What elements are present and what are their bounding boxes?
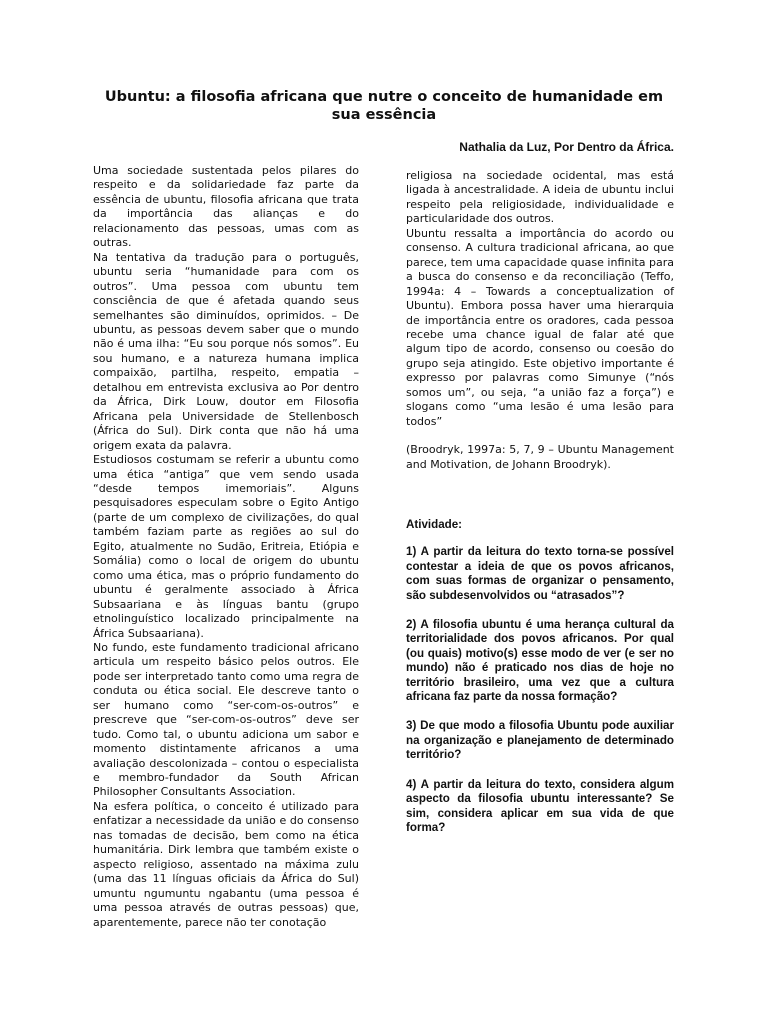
author-line: Nathalia da Luz, Por Dentro da África.: [459, 140, 674, 154]
left-column: [93, 164, 359, 930]
activity-question: 2) A filosofia ubuntu é uma herança cultural da territorialidade dos povos africanos. Por qual (ou quais) motivo(s) esse modo de ver (e ser no mundo) não é praticado nos dias de hoje no território brasileiro, uma vez que a cultura africana faz parte da nossa formação?: [406, 618, 674, 704]
citation: (Broodryk, 1997a: 5, 7, 9 – Ubuntu Management and Motivation, de Johann Broodryk).: [406, 443, 674, 471]
activity-section: [406, 518, 674, 850]
activity-question: 4) A partir da leitura do texto, considera algum aspecto da filosofia ubuntu interessante? Se sim, considera aplicar em sua vida de que forma?: [406, 777, 674, 834]
paragraph: Estudiosos costumam se referir a ubuntu como uma ética “antiga” que vem sendo usada “desde tempos imemoriais”. Alguns pesquisadores especulam sobre o Egito Antigo (parte de um complexo de civilizações, do qual também faziam parte as regiões ao sul do Egito, atualmente no Sudão, Eritreia, Etiópia e Somália) como o local de origem do ubuntu como uma ética, mas o próprio fundamento do ubuntu é geralmente associado à África Subsaariana e às línguas bantu (grupo etnolinguístico localizado principalmente na África Subsaariana).: [93, 453, 359, 640]
right-column: [406, 169, 674, 472]
paragraph: religiosa na sociedade ocidental, mas está ligada à ancestralidade. A ideia de ubuntu inclui respeito pela religiosidade, individualidade e particularidade dos outros.: [406, 169, 674, 226]
paragraph: Ubuntu ressalta a importância do acordo ou consenso. A cultura tradicional africana, ao que parece, tem uma capacidade quase infinita para a busca do consenso e da reconciliação (Teffo, 1994a: 4 – Towards a conceptualization of Ubuntu). Embora possa haver uma hierarquia de importância entre os oradores, cada pessoa recebe uma chance igual de falar até que algum tipo de acordo, consenso ou coesão do grupo seja atingido. Este objetivo importante é expresso por palavras como Simunye (“nós somos um”, ou seja, “a união faz a força”) e slogans como “uma lesão é uma lesão para todos”: [406, 226, 674, 428]
activity-heading: Atividade:: [406, 518, 463, 531]
paragraph: No fundo, este fundamento tradicional africano articula um respeito básico pelos outros. Ele pode ser interpretado tanto como uma regra de conduta ou ética social. Ele descreve tanto o ser humano como “ser-com-os-outros” e prescreve que “ser-com-os-outros” deve ser tudo. Como tal, o ubuntu adiciona um sabor e momento distintamente africanos a uma avaliação descolonizada – contou o especialista e membro-fundador da South African Philosopher Consultants Association.: [93, 640, 359, 799]
activity-question: 1) A partir da leitura do texto torna-se possível contestar a ideia de que os povos africanos, com suas formas de organizar o pensamento, são subdesenvolvidos ou “atrasados”?: [406, 545, 674, 602]
paragraph: Na esfera política, o conceito é utilizado para enfatizar a necessidade da união e do consenso nas tomadas de decisão, bem como na ética humanitária. Dirk lembra que também existe o aspecto religioso, assentado na máxima zulu (uma das 11 línguas oficiais da África do Sul) umuntu ngumuntu ngabantu (uma pessoa é uma pessoa através de outras pessoas) que, aparentemente, parece não ter conotação: [93, 799, 359, 929]
paragraph: Na tentativa da tradução para o português, ubuntu seria “humanidade para com os outros”. Uma pessoa com ubuntu tem consciência de que é afetada quando seus semelhantes são diminuídos, oprimidos. – De ubuntu, as pessoas devem saber que o mundo não é uma ilha: “Eu sou porque nós somos”. Eu sou humano, e a natureza humana implica compaixão, partilha, respeito, empatia – detalhou em entrevista exclusiva ao Por dentro da África, Dirk Louw, doutor em Filosofia Africana pela Universidade de Stellenbosch (África do Sul). Dirk conta que não há uma origem exata da palavra.: [93, 250, 359, 452]
paragraph: Uma sociedade sustentada pelos pilares do respeito e da solidariedade faz parte da essência de ubuntu, filosofia africana que trata da importância das alianças e do relacionamento das pessoas, umas com as outras.: [93, 164, 359, 250]
activity-question: 3) De que modo a filosofia Ubuntu pode auxiliar na organização e planejamento de determinado território?: [406, 719, 674, 762]
document-title: Ubuntu: a filosofia africana que nutre o conceito de humanidade em sua essência: [104, 89, 664, 123]
